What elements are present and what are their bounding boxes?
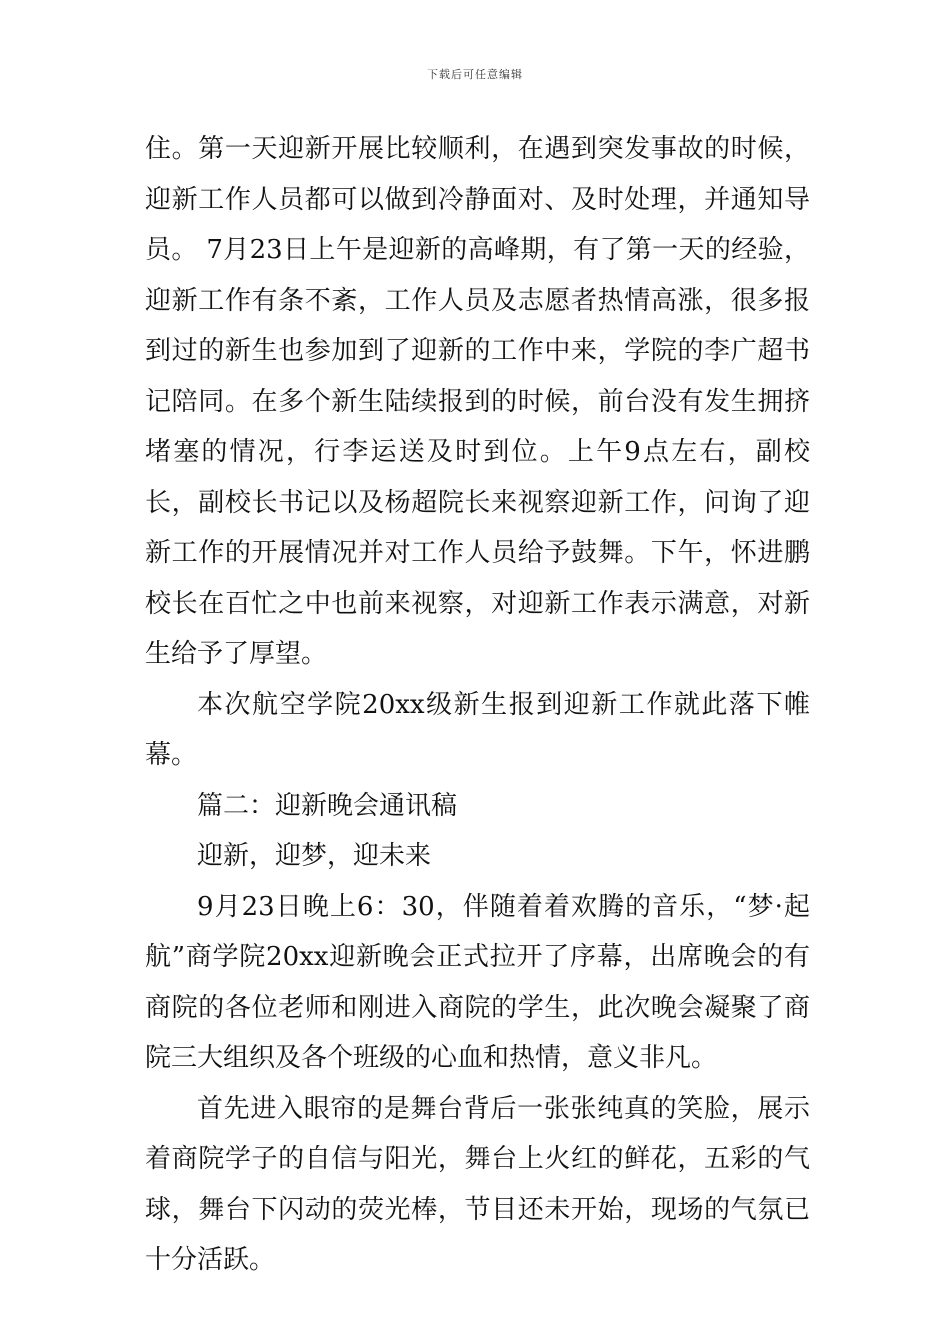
paragraph-conclusion: 本次航空学院20xx级新生报到迎新工作就此落下帷幕。 [145, 689, 810, 770]
paragraph-event: 9月23日晚上6：30，伴随着着欢腾的音乐，“梦·起航”商学院20xx迎新晚会正式拉开了序幕，出席晚会的有商院的各位老师和刚进入商院的学生，此次晚会凝聚了商院三大组织及各个班级的心血和热情，意义非凡。 [145, 891, 810, 1073]
document-body [145, 124, 810, 1286]
section-heading: 篇二：迎新晚会通讯稿 [197, 790, 458, 821]
paragraph-continuation: 住。第一天迎新开展比较顺利，在遇到突发事故的时候，迎新工作人员都可以做到冷静面对、及时处理，并通知导员。 7月23日上午是迎新的高峰期，有了第一天的经验，迎新工作有条不紊，工作人员及志愿者热情高涨，很多报到过的新生也参加到了迎新的工作中来，学院的李广超书记陪同。在多个新生陆续报到的时候，前台没有发生拥挤堵塞的情况，行李运送及时到位。上午9点左右，副校长，副校长书记以及杨超院长来视察迎新工作，问询了迎新工作的开展情况并对工作人员给予鼓舞。下午，怀进鹏校长在百忙之中也前来视察，对迎新工作表示满意，对新生给予了厚望。 [145, 134, 810, 669]
page-header: 下载后可任意编辑 [427, 68, 523, 81]
article-title: 迎新，迎梦，迎未来 [197, 841, 432, 871]
paragraph-scene: 首先进入眼帘的是舞台背后一张张纯真的笑脸，展示着商院学子的自信与阳光，舞台上火红的鲜花，五彩的气球，舞台下闪动的荧光棒，节目还未开始，现场的气氛已十分活跃。 [145, 1093, 810, 1275]
